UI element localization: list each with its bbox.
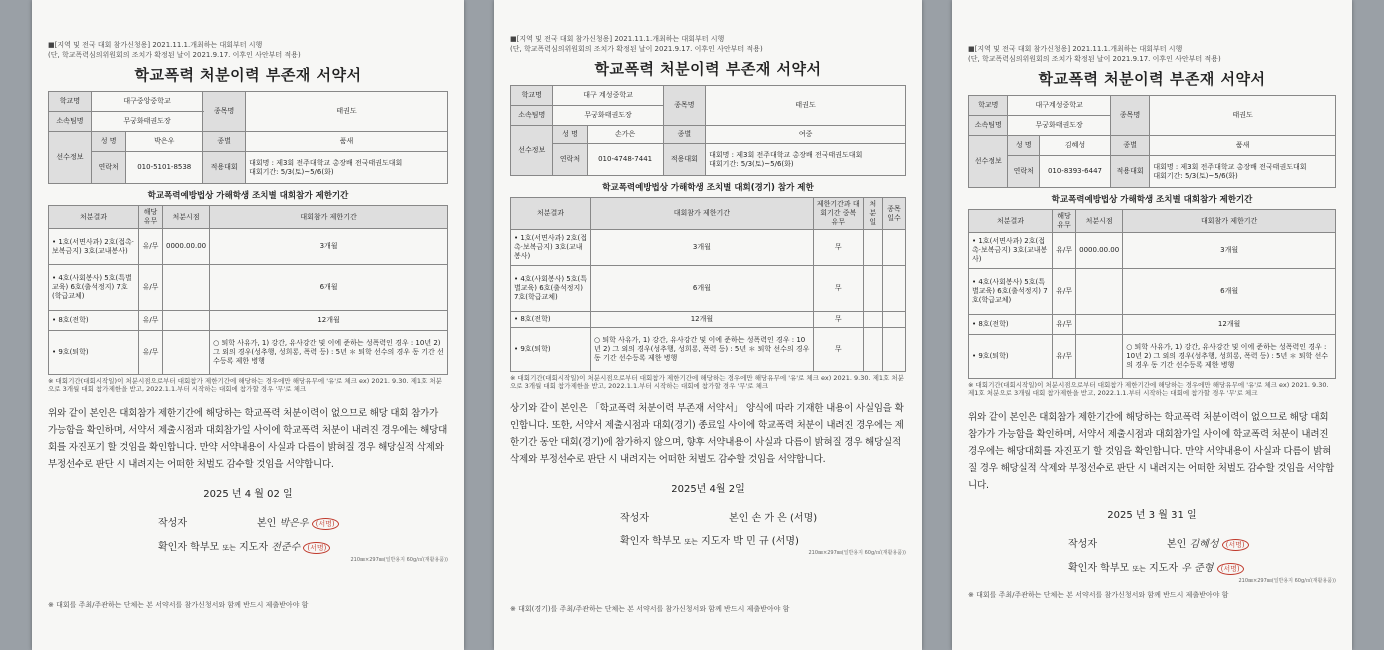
table-cell: • 4호(사회봉사) 5호(특별교육) 6호(출석정지) 7호(학급교체) [49,265,139,311]
table-cell: 12개월 [1123,315,1336,335]
table-cell: 12개월 [591,312,814,328]
sign-date: 2025년 4월 2일 [671,484,745,495]
table-cell: 유/무 [1053,335,1076,379]
table-cell: • 8호(전학) [49,311,139,331]
confirmer-row [48,538,448,554]
col-header: 처분일 [863,198,882,230]
col-header: 해당유무 [139,206,163,229]
label: 학부모 [652,536,682,547]
label: 학교명 [969,96,1008,116]
name-value: 박은우 [126,132,203,152]
event-value: 대회명 : 제3회 전주대학교 총장배 전국태권도대회 [1153,162,1307,171]
label: 소속팀명 [49,112,92,132]
label: 본인 [1166,539,1187,550]
table-cell: 3개월 [210,229,448,265]
col-header: 해당유무 [1053,210,1076,233]
sheet-header-line: ■[지역 및 전국 대회 참가신청용] 2021.11.1.개최하는 대회부터 시행 [510,35,725,43]
table-cell: • 9호(퇴학) [49,331,139,375]
contact-value: 010-4748-7441 [587,144,663,176]
col-header: 처분시점 [1076,210,1123,233]
label: 종목명 [203,92,246,132]
label: 종목명 [663,86,705,126]
label: 성 명 [553,126,587,144]
label: 본인 [728,513,749,524]
col-header: 처분결과 [49,206,139,229]
info-table [48,91,448,184]
signature: 박은우 [279,518,309,529]
document-title: 학교폭력 처분이력 부존재 서약서 [1038,70,1266,88]
label: 지도자 [239,542,269,553]
paper-spec: 210㎜×297㎜(일반용지 60g/㎡(재활용품)) [808,550,906,556]
signature: 우 준형 [1181,563,1214,574]
label: 종별 [1110,136,1149,156]
document-sheet-2 [494,0,922,650]
table-note: ※ 대회기간(대회시작일)이 처분시점으로부터 대회참가 제한기간에 해당하는 경우에만 해당유무에 '유'로 체크 ex) 2021. 9.30. 제1호 처분으로 3개월 대회 참가제한을 받고, 2022.1.1.부터 시작하는 대회에 참가할 경우 '무'로 체크 [968,381,1329,397]
table-cell: 6개월 [210,265,448,311]
school-value: 대구중앙중학교 [91,92,202,112]
limit-table [968,209,1336,379]
table-cell: • 1호(서면사과) 2호(접촉·보복금지) 3호(교내봉사) [511,230,591,266]
label: 선수정보 [49,132,92,184]
school-value: 대구계성중학교 [1008,96,1110,116]
label: 학부모 [1100,563,1130,574]
document-title: 학교폭력 처분이력 부존재 서약서 [134,66,362,84]
name-value: 김혜성 [1040,136,1111,156]
sign-date: 2025 년 4 월 02 일 [203,489,293,500]
label: 적용대회 [663,144,705,176]
table-cell: 0000.00.00 [163,229,210,265]
label: 지도자 [1149,563,1179,574]
table-note: ※ 대회기간(대회시작일)이 처분시점으로부터 대회참가 제한기간에 해당하는 경우에만 해당유무에 '유'로 체크 ex) 2021. 9.30. 제1호 처분으로 3개월 대회 참가제한을 받고, 2022.1.1.부터 시작하는 대회에 참가할 경우 '무'로 체크 [48,377,442,393]
document-title: 학교폭력 처분이력 부존재 서약서 [594,60,822,78]
pledge-text: 위와 같이 본인은 대회참가 제한기간에 해당하는 학교폭력 처분이력이 없으므로 해당 대회 참가가 가능함을 확인하며, 서약서 제출시점과 대회참가일 사이에 학교폭력 처분이 내려진 경우에는 해당대회를 자진포기 할 것임을 확인합니다. 만약 서약내용이 사실과 다름이 밝혀질 경우 해당실적 삭제와 부정선수로 판단 시 내려지는 어떠한 처벌도 감수할 것임을 서약합니다. [968,412,1334,491]
label: 학부모 [190,542,220,553]
label: 확인자 [620,536,649,547]
event-value: 대회명 : 제3회 전주대학교 총장배 전국태권도대회 [709,150,863,159]
table-cell: 0000.00.00 [1076,233,1123,269]
label: 확인자 [1068,563,1097,574]
info-table [968,95,1336,188]
label: 학교명 [49,92,92,112]
table-cell: • 9호(퇴학) [511,328,591,372]
sport-value: 태권도 [706,86,906,126]
col-header: 제한기간과 대회기간 중복 유무 [813,198,863,230]
sport-value: 태권도 [1150,96,1336,136]
label: 연락처 [91,152,125,184]
section-subtitle: 학교폭력예방법상 가해학생 조치별 대회(경기) 참가 제한 [602,183,814,193]
signature: 손 가 은 [751,513,787,524]
table-cell: • 8호(전학) [511,312,591,328]
gender-value: 품새 [246,132,448,152]
sport-value: 태권도 [246,92,448,132]
document-sheet-3 [952,0,1352,650]
label: 적용대회 [1110,156,1149,188]
footer-note: ※ 대회를 주최/주관하는 단체는 본 서약서를 참가신청서와 함께 반드시 제출받아야 함 [48,601,309,609]
table-cell: 유/무 [1053,315,1076,335]
label: 소속팀명 [969,116,1008,136]
event-dates: 대회기간: 5/3(토)~5/6(화) [709,159,794,168]
paper-spec: 210㎜×297㎜(일반용지 60g/㎡(재활용품)) [350,557,448,563]
table-cell: 6개월 [591,266,814,312]
school-value: 대구 계성중학교 [553,86,663,106]
sheet-header-line: ■[지역 및 전국 대회 참가신청용] 2021.11.1.개최하는 대회부터 시행 [48,41,263,49]
signature: 박 민 규 [733,536,769,547]
table-cell: 유/무 [139,229,163,265]
table-cell: • 1호(서면사과) 2호(접촉·보복금지) 3호(교내봉사) [49,229,139,265]
label: 또는 [222,544,236,552]
name-value: 손가은 [587,126,663,144]
document-sheet-1 [32,0,464,650]
label: 선수정보 [969,136,1008,188]
table-cell: 유/무 [139,311,163,331]
signature: 전준수 [271,542,301,553]
label: 연락처 [1008,156,1040,188]
info-table [510,85,906,176]
club-value: 무궁화태권도장 [553,106,663,126]
limit-table: 처분결과 대회참가 제한기간 제한기간과 대회기간 중복 유무 처분일 종목 일수 • 1호(서면사과) 2호(접촉·보복금지) 3호(교내봉사) 3개월 무 • 4호(사회봉사) 5호(특별교육) 6호(출석정지) 7호(학급교체) 6개월 무 • 8호(전학) 12개월 무 • 9호(퇴학) ○ 퇴학 사유가, 1) 강간, 유사강간 및 이에 준하는 성폭력인 경우 : 10년 2) 그 외의 경우(성추행, 성희롱, 폭력 등) : 5년 ＊ 퇴학 선수의 경우 동 기간 선수등록 제한 병행 무 [510,197,906,372]
contact-value: 010-8393-6447 [1040,156,1111,188]
label: 종목명 [1110,96,1149,136]
confirmer-row [510,532,906,547]
club-value: 무궁화태권도장 [1008,116,1110,136]
limit-table [48,205,448,375]
table-cell: 유/무 [1053,233,1076,269]
label: 작성자 [620,513,649,524]
gender-value: 품새 [1150,136,1336,156]
table-cell: ○ 퇴학 사유가, 1) 강간, 유사강간 및 이에 준하는 성폭력인 경우 : 10년 2) 그 외의 경우(성추행, 성희롱, 폭력 등) : 5년 ＊ 퇴학 선수의 경우 동 기간 선수등록 제한 병행 [210,331,448,375]
section-subtitle: 학교폭력예방법상 가해학생 조치별 대회참가 제한기간 [1051,195,1253,205]
seal-stamp: (서명) [790,513,818,524]
table-cell: 3개월 [1123,233,1336,269]
label: 종별 [663,126,705,144]
section-subtitle: 학교폭력예방법상 가해학생 조치별 대회참가 제한기간 [147,191,349,201]
contact-value: 010-5101-8538 [126,152,203,184]
footer-note: ※ 대회를 주최/주관하는 단체는 본 서약서를 참가신청서와 함께 반드시 제출받아야 함 [968,591,1229,599]
seal-stamp: (서명) [1222,539,1249,551]
label: 본인 [256,518,277,529]
col-header: 처분시점 [163,206,210,229]
table-note: ※ 대회기간(대회시작일)이 처분시점으로부터 대회참가 제한기간에 해당하는 경우에만 해당유무에 '유'로 체크 ex) 2021. 9.30. 제1호 처분으로 3개월 대회 참가제한을 받고, 2022.1.1.부터 시작하는 대회에 참가할 경우 '무'로 체크 [510,374,904,390]
label: 선수정보 [511,126,553,176]
label: 작성자 [1068,539,1097,550]
label: 종별 [203,132,246,152]
table-cell: 3개월 [591,230,814,266]
table-cell: • 4호(사회봉사) 5호(특별교육) 6호(출석정지) 7호(학급교체) [511,266,591,312]
table-cell: • 4호(사회봉사) 5호(특별교육) 6호(출석정지) 7호(학급교체) [969,269,1053,315]
event-value: 대회명 : 제3회 전주대학교 총장배 전국태권도대회 [249,158,403,167]
label: 연락처 [553,144,587,176]
table-cell: ○ 퇴학 사유가, 1) 강간, 유사강간 및 이에 준하는 성폭력인 경우 : 10년 2) 그 외의 경우(성추행, 성희롱, 폭력 등) : 5년 ＊ 퇴학 선수의 경우 동 기간 선수등록 제한 병행 [1123,335,1336,379]
label: 적용대회 [203,152,246,184]
writer-row [48,514,448,530]
seal-stamp: (서명) [312,518,339,530]
paper-spec: 210㎜×297㎜(일반용지 60g/㎡(재활용품)) [1238,578,1336,584]
gender-value: 여중 [706,126,906,144]
table-cell: 유/무 [139,331,163,375]
label: 또는 [684,538,698,546]
label: 소속팀명 [511,106,553,126]
table-cell: 6개월 [1123,269,1336,315]
col-header: 처분결과 [969,210,1053,233]
label: 성 명 [91,132,125,152]
seal-stamp: (서명) [1217,563,1244,575]
col-header: 대회참가 제한기간 [1123,210,1336,233]
table-cell: ○ 퇴학 사유가, 1) 강간, 유사강간 및 이에 준하는 성폭력인 경우 : 10년 2) 그 외의 경우(성추행, 성희롱, 폭력 등) : 5년 ＊ 퇴학 선수의 경우 동 기간 선수등록 제한 병행 [591,328,814,372]
col-header: 종목 일수 [882,198,905,230]
sheet-header-line: (단, 학교폭력심의위원회의 조치가 확정된 날이 2021.9.17. 이후인 사안부터 적용) [968,55,1221,63]
table-cell: • 8호(전학) [969,315,1053,335]
col-header: 대회참가 제한기간 [591,198,814,230]
table-cell: • 1호(서면사과) 2호(접촉·보복금지) 3호(교내봉사) [969,233,1053,269]
label: 지도자 [701,536,731,547]
col-header: 처분결과 [511,198,591,230]
table-cell: 유/무 [139,265,163,311]
signature: 김혜성 [1189,539,1219,550]
sheet-header-line: ■[지역 및 전국 대회 참가신청용] 2021.11.1.개최하는 대회부터 시행 [968,45,1183,53]
label: 성 명 [1008,136,1040,156]
seal-stamp: (서명) [303,542,330,554]
writer-row [510,509,906,524]
label: 확인자 [158,542,187,553]
event-dates: 대회기간: 5/3(토)~5/6(화) [1153,171,1238,180]
footer-note: ※ 대회(경기)를 주최/주관하는 단체는 본 서약서를 참가신청서와 함께 반드시 제출받아야 함 [510,605,790,613]
sign-date: 2025 년 3 월 31 일 [1107,510,1197,521]
label: 작성자 [158,518,187,529]
sheet-header-line: (단, 학교폭력심의위원회의 조치가 확정된 날이 2021.9.17. 이후인 사안부터 적용) [48,51,301,59]
confirmer-row [968,559,1336,575]
writer-row [968,535,1336,551]
table-cell: 12개월 [210,311,448,331]
label: 학교명 [511,86,553,106]
pledge-text: 위와 같이 본인은 대회참가 제한기간에 해당하는 학교폭력 처분이력이 없으므로 해당 대회 참가가 가능함을 확인하며, 서약서 제출시점과 대회참가일 사이에 학교폭력 처분이 내려진 경우에는 해당대회를 자진포기 할 것임을 확인합니다. 만약 서약내용이 사실과 다름이 밝혀질 경우 해당실적 삭제와 부정선수로 판단 시 내려지는 어떠한 처벌도 감수할 것임을 서약합니다. [48,408,448,470]
sheet-header-line: (단, 학교폭력심의위원회의 조치가 확정된 날이 2021.9.17. 이후인 사안부터 적용) [510,45,763,53]
label: 또는 [1132,565,1146,573]
seal-stamp: (서명) [771,536,799,547]
event-dates: 대회기간: 5/3(토)~5/6(화) [249,167,334,176]
pledge-text: 상기와 같이 본인은 「학교폭력 처분이력 부존재 서약서」 양식에 따라 기재한 내용이 사실임을 확인합니다. 또한, 서약서 제출시점과 대회(경기) 종료일 사이에 학교폭력 처분이 내려진 경우에는 제한기간 동안 대회(경기)에 참가하지 않으며, 향후 서약내용이 사실과 다름이 밝혀질 경우 해당실적 삭제와 부정선수로 판단 시 내려지는 어떠한 처벌도 감수할 것임을 서약합니다. [510,403,904,465]
club-value: 무궁화태권도장 [91,112,202,132]
table-cell: • 9호(퇴학) [969,335,1053,379]
col-header: 대회참가 제한기간 [210,206,448,229]
table-cell: 유/무 [1053,269,1076,315]
